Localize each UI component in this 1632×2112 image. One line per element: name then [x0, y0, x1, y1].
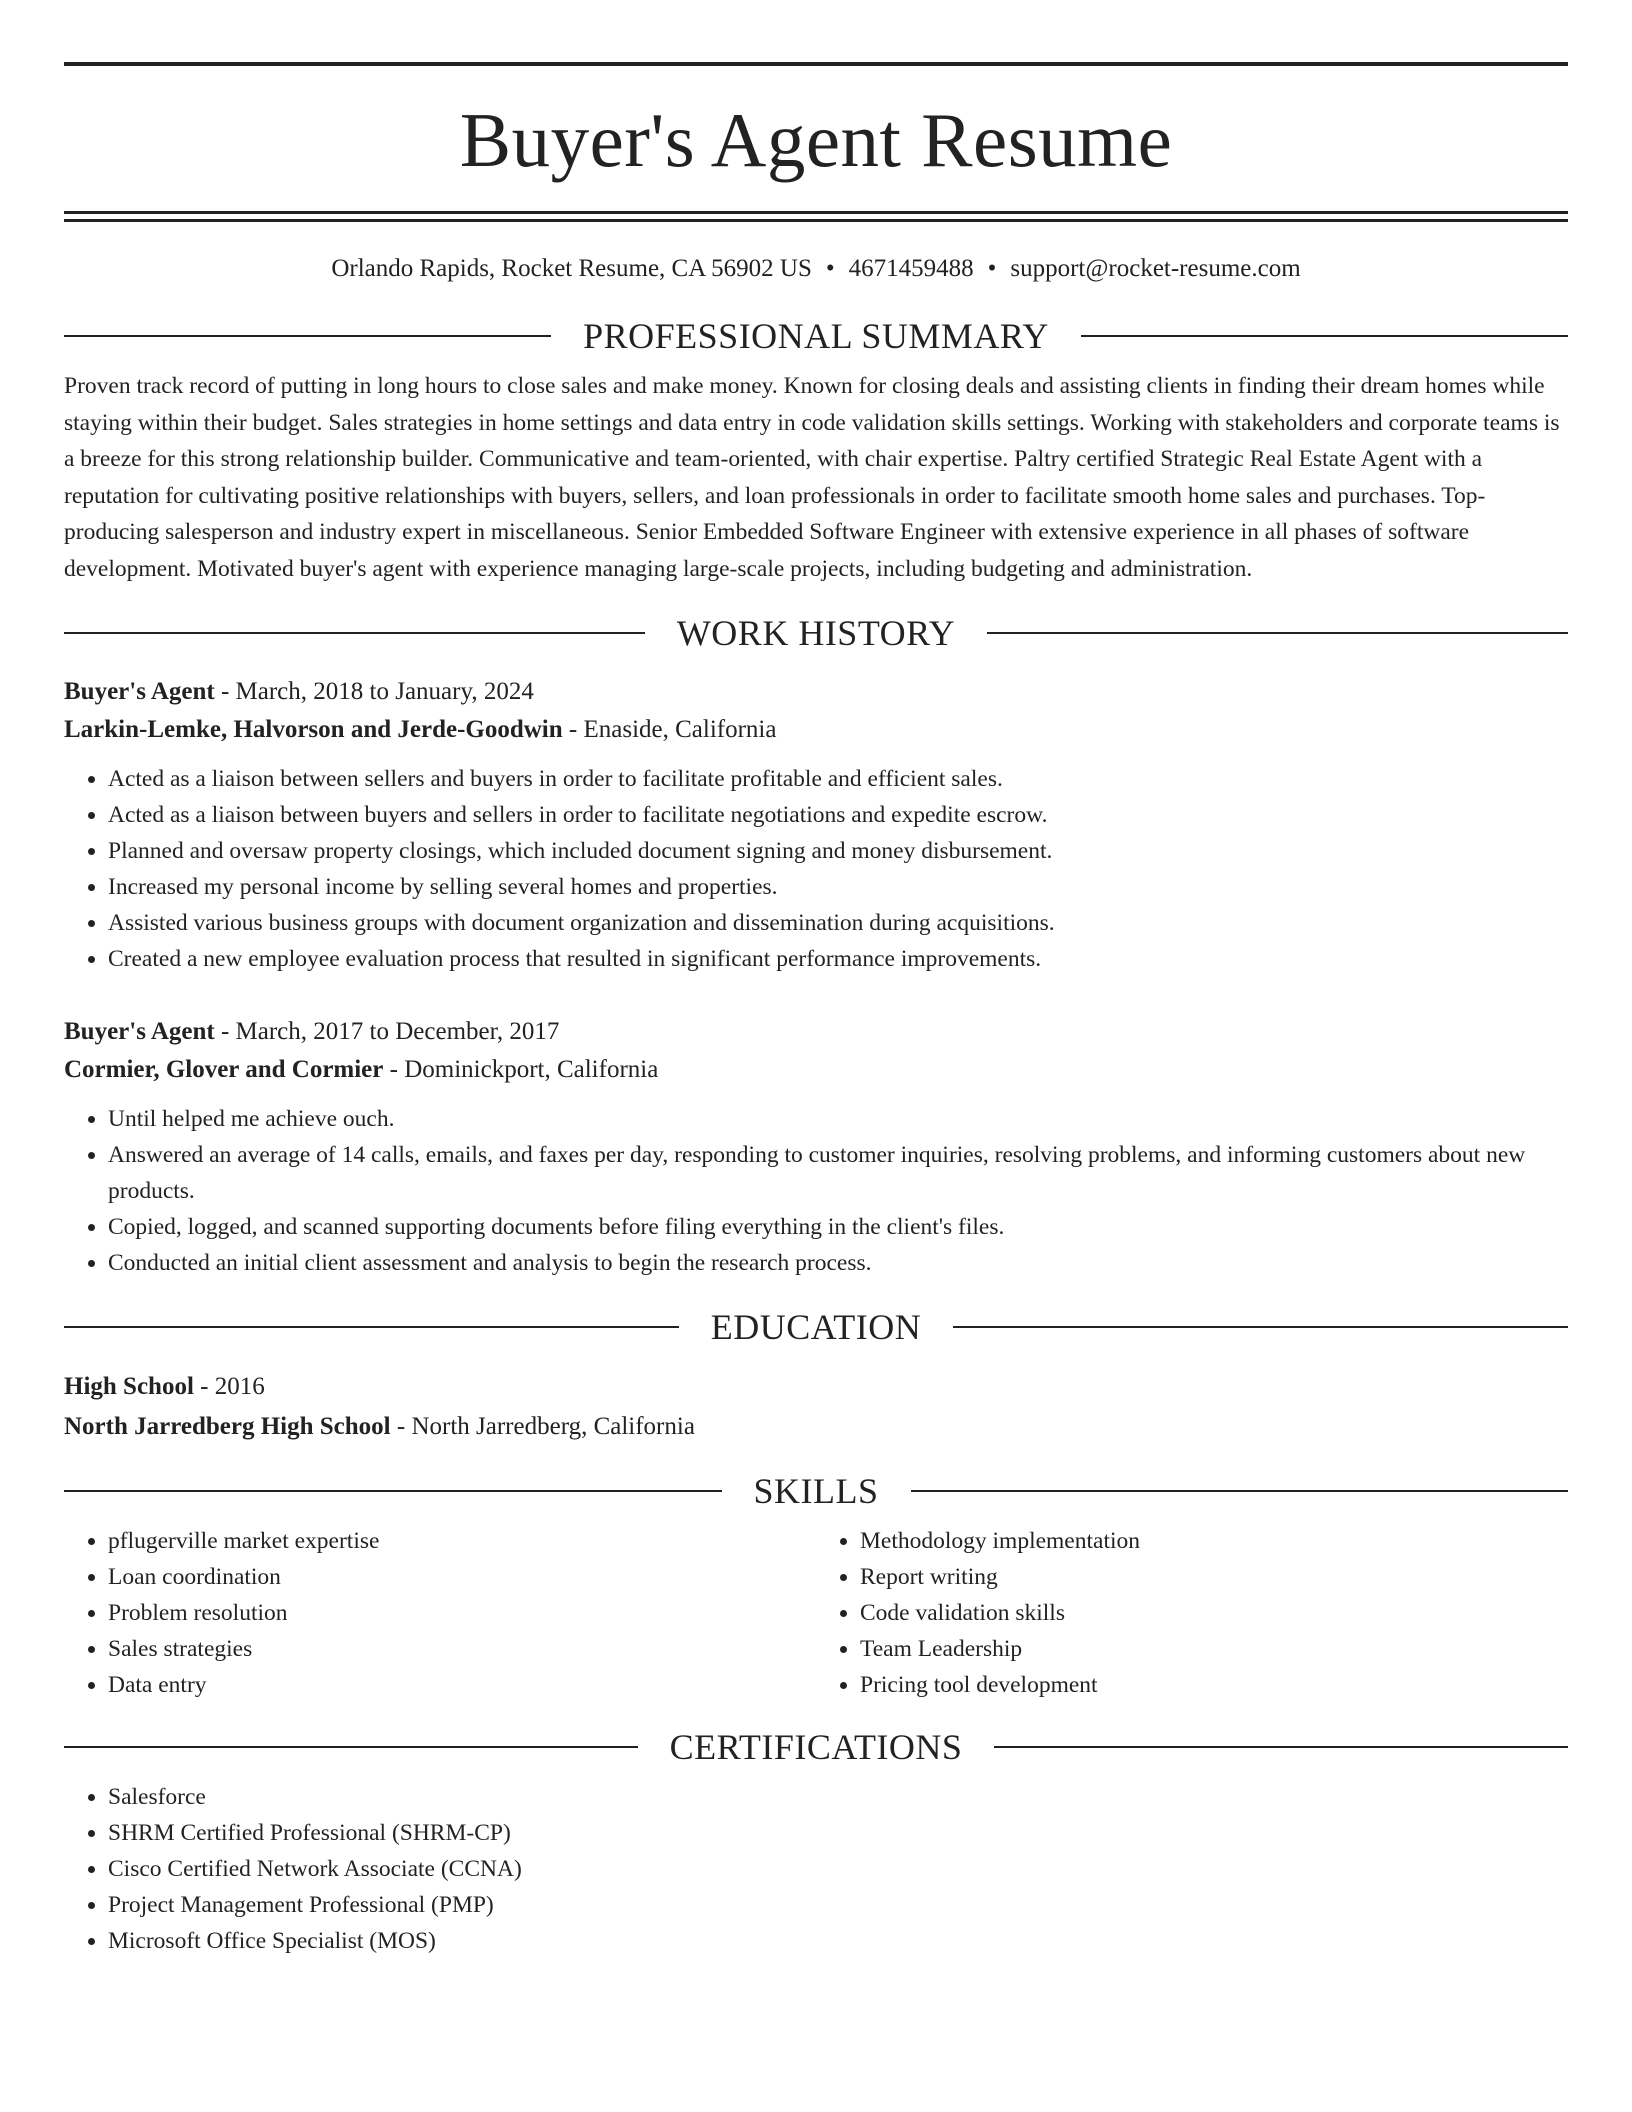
divider: [994, 1746, 1568, 1748]
job-location: - Dominickport, California: [383, 1056, 659, 1083]
skill-item: • Pricing tool development: [860, 1667, 1568, 1703]
skill-item: • Data entry: [108, 1667, 816, 1703]
job-title-line: [64, 1013, 1568, 1051]
education-entry: [64, 1367, 1568, 1447]
list-item: • Assisted various business groups with document organization and dissemination during acquisitions.: [108, 905, 1568, 941]
skills-list-left: [64, 1523, 816, 1703]
education-degree: High School: [64, 1373, 194, 1400]
certification-item: • SHRM Certified Professional (SHRM-CP): [108, 1815, 1568, 1851]
section-header-certifications: [64, 1729, 1568, 1765]
job-company-line: [64, 711, 1568, 749]
divider: [64, 1746, 638, 1748]
education-year: - 2016: [193, 1373, 265, 1400]
list-item: • Acted as a liaison between sellers and buyers in order to facilitate profitable and efficient sales.: [108, 761, 1568, 797]
contact-address: Orlando Rapids, Rocket Resume, CA 56902 US: [331, 255, 812, 282]
page-title: Buyer's Agent Resume: [459, 97, 1173, 183]
divider: [64, 1490, 722, 1492]
job-company: Cormier, Glover and Cormier: [64, 1056, 384, 1083]
section-title: SKILLS: [753, 1471, 879, 1511]
title-double-rule: [64, 211, 1568, 222]
section-header-summary: [64, 318, 1568, 354]
job-entry: [64, 673, 1568, 977]
skill-item: • Code validation skills: [860, 1595, 1568, 1631]
certification-item: • Project Management Professional (PMP): [108, 1887, 1568, 1923]
section-title: EDUCATION: [710, 1307, 922, 1347]
contact-separator: •: [987, 255, 997, 282]
job-title: Buyer's Agent: [64, 678, 215, 705]
contact-email: support@rocket-resume.com: [1010, 255, 1301, 282]
divider: [64, 632, 645, 634]
skill-item: • Team Leadership: [860, 1631, 1568, 1667]
skill-item: • Sales strategies: [108, 1631, 816, 1667]
job-title-line: [64, 673, 1568, 711]
list-item: • Answered an average of 14 calls, emails, and faxes per day, responding to customer inquiries, resolving problems, and informing customers about new products.: [108, 1137, 1568, 1209]
skill-item: • Report writing: [860, 1559, 1568, 1595]
top-rule: [64, 62, 1568, 66]
section-header-work: [64, 615, 1568, 651]
education-school-line: [64, 1407, 1568, 1447]
job-bullets: [64, 761, 1568, 977]
section-header-skills: [64, 1473, 1568, 1509]
education-school: North Jarredberg High School: [64, 1413, 391, 1440]
section-header-education: [64, 1309, 1568, 1345]
job-entry: [64, 1013, 1568, 1281]
job-company: Larkin-Lemke, Halvorson and Jerde-Goodwin: [64, 716, 563, 743]
summary-text: Proven track record of putting in long hours to close sales and make money. Known for closing deals and assisting clients in finding their dream homes while staying within their budget. Sales strategies in home settings and data entry in code validation skills settings. Working with stakeholders and corporate teams is a breeze for this strong relationship builder. Communicative and team-oriented, with chair expertise. Paltry certified Strategic Real Estate Agent with a reputation for cultivating positive relationships with buyers, sellers, and loan professionals in order to facilitate smooth home sales and purchases. Top-producing salesperson and industry expert in miscellaneous. Senior Embedded Software Engineer with extensive experience in all phases of software development. Motivated buyer's agent with experience managing large-scale projects, including budgeting and administration.: [64, 373, 1560, 582]
contact-phone: 4671459488: [848, 255, 974, 282]
certification-item: • Microsoft Office Specialist (MOS): [108, 1923, 1568, 1959]
section-title: WORK HISTORY: [676, 613, 956, 653]
divider: [987, 632, 1568, 634]
divider: [911, 1490, 1569, 1492]
skill-item: • Methodology implementation: [860, 1523, 1568, 1559]
skill-item: • Problem resolution: [108, 1595, 816, 1631]
list-item: • Copied, logged, and scanned supporting documents before filing everything in the client's files.: [108, 1209, 1568, 1245]
list-item: • Planned and oversaw property closings, which included document signing and money disbursement.: [108, 833, 1568, 869]
section-title: PROFESSIONAL SUMMARY: [583, 316, 1049, 356]
job-company-line: [64, 1051, 1568, 1089]
job-location: - Enaside, California: [562, 716, 777, 743]
list-item: • Acted as a liaison between buyers and sellers in order to facilitate negotiations and expedite escrow.: [108, 797, 1568, 833]
list-item: • Created a new employee evaluation process that resulted in significant performance improvements.: [108, 941, 1568, 977]
education-degree-line: [64, 1367, 1568, 1407]
certification-item: • Cisco Certified Network Associate (CCNA): [108, 1851, 1568, 1887]
list-item: • Conducted an initial client assessment and analysis to begin the research process.: [108, 1245, 1568, 1281]
section-title: CERTIFICATIONS: [669, 1727, 963, 1767]
certifications-list: [64, 1779, 1568, 1959]
divider: [1081, 335, 1568, 337]
contact-line: [64, 254, 1568, 284]
skills-grid: [64, 1523, 1568, 1703]
job-bullets: [64, 1101, 1568, 1281]
list-item: • Increased my personal income by selling several homes and properties.: [108, 869, 1568, 905]
list-item: • Until helped me achieve ouch.: [108, 1101, 1568, 1137]
skill-item: • pflugerville market expertise: [108, 1523, 816, 1559]
education-location: - North Jarredberg, California: [390, 1413, 695, 1440]
certification-item: • Salesforce: [108, 1779, 1568, 1815]
divider: [64, 335, 551, 337]
skills-list-right: [816, 1523, 1568, 1703]
job-title: Buyer's Agent: [64, 1018, 215, 1045]
divider: [64, 1326, 679, 1328]
job-dates: - March, 2018 to January, 2024: [214, 678, 534, 705]
skill-item: • Loan coordination: [108, 1559, 816, 1595]
contact-separator: •: [825, 255, 835, 282]
divider: [953, 1326, 1568, 1328]
job-dates: - March, 2017 to December, 2017: [214, 1018, 560, 1045]
